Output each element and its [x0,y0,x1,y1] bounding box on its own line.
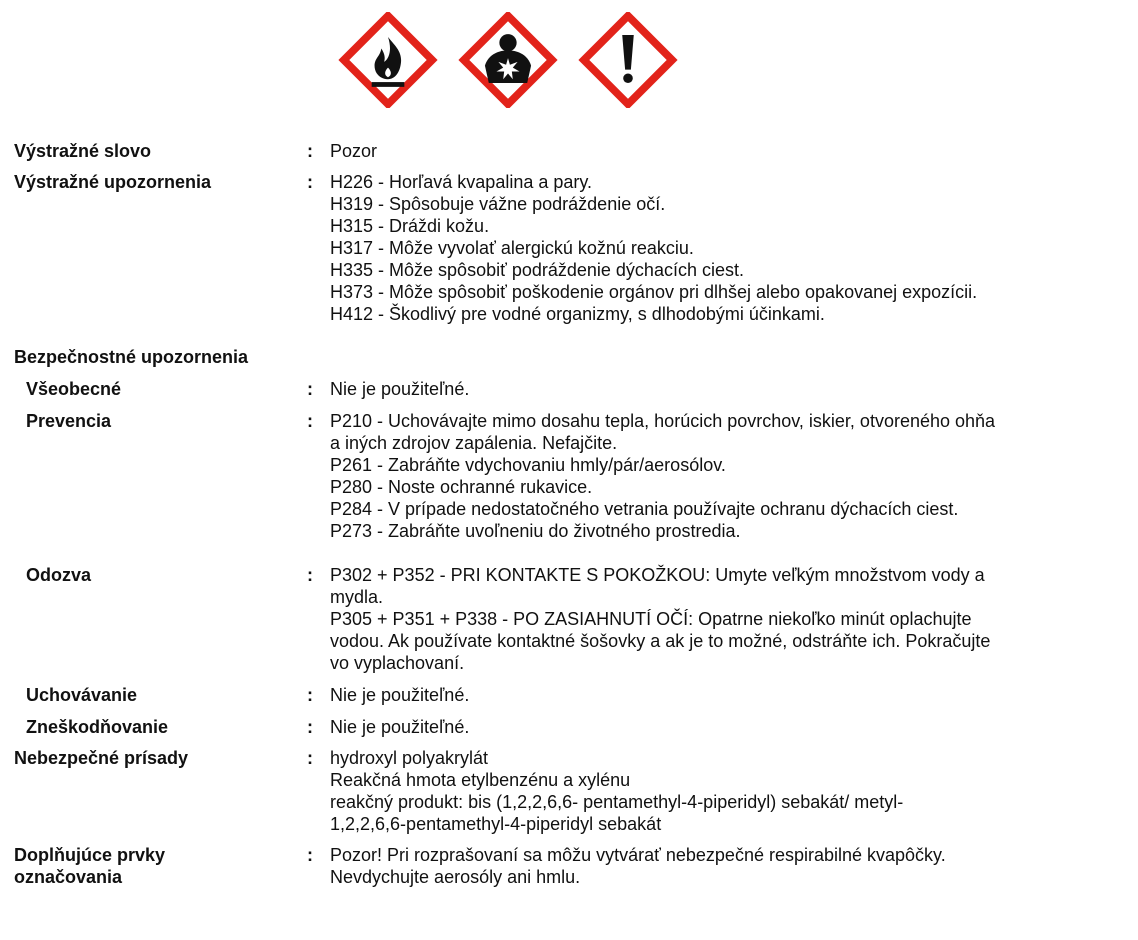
hazard-statement-line: H315 - Dráždi kožu. [330,216,490,236]
prevention-line: P280 - Noste ochranné rukavice. [330,477,593,497]
response-line: vo vyplachovaní. [330,653,465,673]
prevention-line: P273 - Zabráňte uvoľneniu do životného prostredia. [330,521,741,541]
hazard-statement-line: H319 - Spôsobuje vážne podráždenie očí. [330,194,666,214]
separator-colon: : [307,748,313,768]
prevention-line: P284 - V prípade nedostatočného vetrania používajte ochranu dýchacích ciest. [330,499,959,519]
health-hazard-icon [454,12,562,108]
signal-word-value: Pozor [330,141,378,161]
separator-colon: : [307,845,313,865]
supplementary-value [330,844,1120,888]
ingredient-line: hydroxyl polyakrylát [330,748,489,768]
general-label: Všeobecné [26,379,122,399]
disposal-label: Zneškodňovanie [26,717,169,737]
separator-colon: : [307,565,313,585]
separator-colon: : [307,717,313,737]
response-line: P305 + P351 + P338 - PO ZASIAHNUTÍ OČÍ: Opatrne niekoľko minút oplachujte [330,609,972,629]
prevention-line: P210 - Uchovávajte mimo dosahu tepla, horúcich povrchov, iskier, otvoreného ohňa [330,411,996,431]
response-line: P302 + P352 - PRI KONTAKTE S POKOŽKOU: Umyte veľkým množstvom vody a [330,565,985,585]
storage-value: Nie je použiteľné. [330,685,470,705]
response-line: vodou. Ak používate kontaktné šošovky a ak je to možné, odstráňte ich. Pokračujte [330,631,991,651]
disposal-value: Nie je použiteľné. [330,717,470,737]
hazard-statements-label: Výstražné upozornenia [14,172,212,192]
precautionary-heading: Bezpečnostné upozornenia [14,347,249,367]
hazard-statement-line: H335 - Môže spôsobiť podráždenie dýchacích ciest. [330,260,744,280]
prevention-line: a iných zdrojov zapálenia. Nefajčite. [330,433,618,453]
hazard-statements-value [330,171,1120,325]
general-value: Nie je použiteľné. [330,379,470,399]
ingredient-line: Reakčná hmota etylbenzénu a xylénu [330,770,631,790]
response-line: mydla. [330,587,384,607]
separator-colon: : [307,685,313,705]
hazardous-ingredients-value [330,747,1120,835]
prevention-label: Prevencia [26,411,112,431]
hazard-statement-line: H412 - Škodlivý pre vodné organizmy, s dlhodobými účinkami. [330,304,825,324]
hazard-statement-line: H226 - Horľavá kvapalina a pary. [330,172,593,192]
hazardous-ingredients-label: Nebezpečné prísady [14,748,189,768]
exclamation-mark-icon [574,12,682,108]
separator-colon: : [307,141,313,161]
ghs-pictograms [334,12,682,108]
prevention-line: P261 - Zabráňte vdychovaniu hmly/pár/aerosólov. [330,455,726,475]
signal-word-label: Výstražné slovo [14,141,152,161]
ingredient-line: reakčný produkt: bis (1,2,2,6,6- pentamethyl-4-piperidyl) sebakát/ metyl- [330,792,904,812]
response-label: Odozva [26,565,92,585]
prevention-value [330,410,1120,542]
supplementary-label: Doplňujúce prvky označovania [14,845,166,887]
separator-colon: : [307,411,313,431]
separator-colon: : [307,172,313,192]
storage-label: Uchovávanie [26,685,138,705]
flame-icon [334,12,442,108]
hazard-statement-line: H373 - Môže spôsobiť poškodenie orgánov pri dlhšej alebo opakovanej expozícii. [330,282,978,302]
supplementary-line: Pozor! Pri rozprašovaní sa môžu vytvárať nebezpečné respirabilné kvapôčky. [330,845,946,865]
ingredient-line: 1,2,2,6,6-pentamethyl-4-piperidyl sebakát [330,814,662,834]
hazard-statement-line: H317 - Môže vyvolať alergickú kožnú reakciu. [330,238,694,258]
response-value [330,564,1120,674]
supplementary-line: Nevdychujte aerosóly ani hmlu. [330,867,581,887]
separator-colon: : [307,379,313,399]
